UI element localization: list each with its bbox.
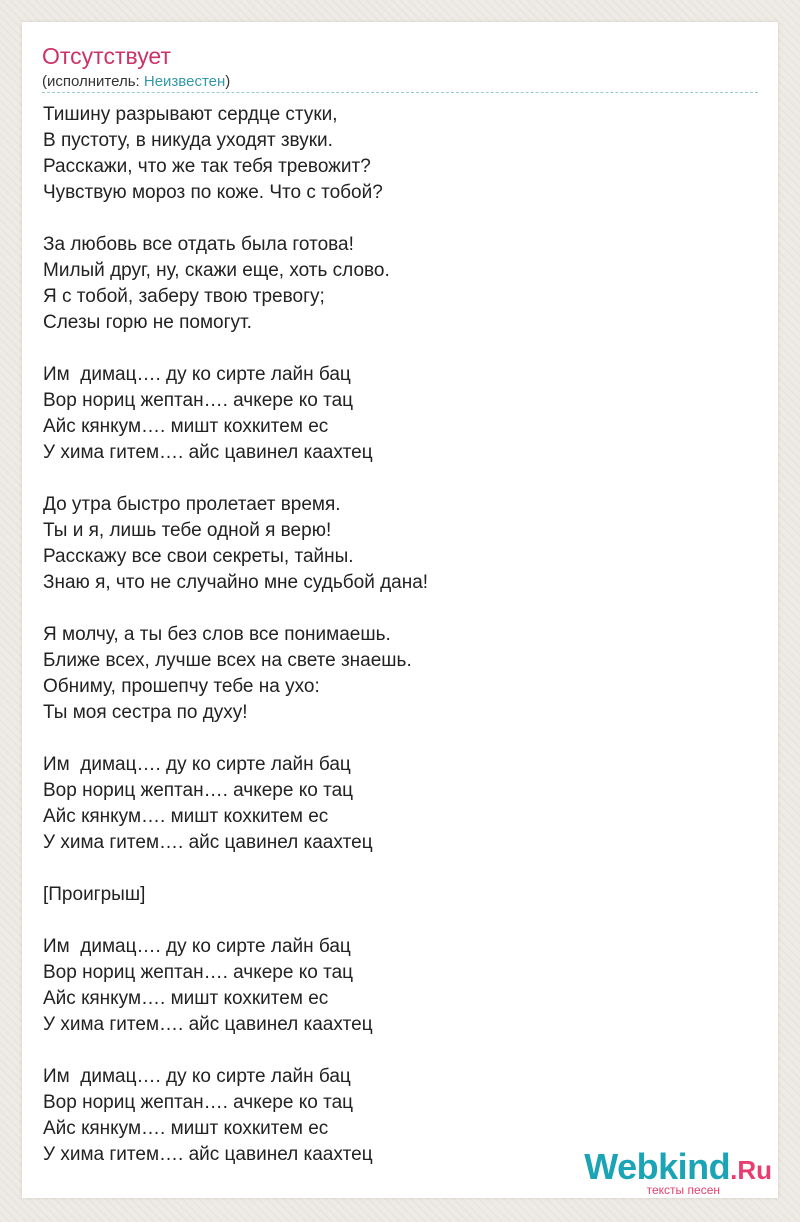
song-header [42,42,758,92]
lyric-line: [Проигрыш] [43,884,146,905]
song-title: Отсутствует [42,43,171,69]
lyric-line: Ты и я, лишь тебе одной я верю! [43,520,332,541]
lyric-line: Вор нориц жептан…. ачкере ко тац [43,780,354,801]
logo-wordmark [552,1148,772,1186]
lyric-line: Им димац…. ду ко сирте лайн бац [43,1066,351,1087]
logo-suffix-text: .Ru [730,1155,772,1185]
lyric-line: Обниму, прошепчу тебе на ухо: [43,676,320,697]
artist-label: (исполнитель: [42,73,144,90]
lyric-line: Я с тобой, заберу твою тревогу; [43,286,325,307]
lyric-line: Им димац…. ду ко сирте лайн бац [43,936,351,957]
lyric-line: Вор нориц жептан…. ачкере ко тац [43,390,354,411]
lyric-line: Айс кянкум…. мишт кохкитем ес [43,1118,329,1139]
lyric-line: Вор нориц жептан…. ачкере ко тац [43,962,354,983]
stanza-gap [43,336,753,362]
artist-close: ) [225,73,231,90]
lyric-line: Я молчу, а ты без слов все понимаешь. [43,624,391,645]
lyric-line: Расскажу все свои секреты, тайны. [43,546,354,567]
lyric-line: Чувствую мороз по коже. Что с тобой? [43,182,383,203]
lyric-line: Вор нориц жептан…. ачкере ко тац [43,1092,354,1113]
lyric-line: Им димац…. ду ко сирте лайн бац [43,364,351,385]
lyric-line: У хима гитем…. айс цавинел каахтец [43,442,373,463]
logo-tagline: тексты песен [646,1183,720,1197]
lyric-line: Айс кянкум…. мишт кохкитем ес [43,988,329,1009]
stanza-gap [43,206,753,232]
site-logo[interactable] [552,1148,772,1196]
lyric-line: Айс кянкум…. мишт кохкитем ес [43,806,329,827]
stanza-gap [43,596,753,622]
lyric-line: Расскажи, что же так тебя тревожит? [43,156,371,177]
lyrics-body [43,102,753,1168]
header-divider [42,92,758,93]
lyric-line: Ты моя сестра по духу! [43,702,248,723]
artist-name[interactable]: Неизвестен [143,73,226,90]
lyric-line: В пустоту, в никуда уходят звуки. [43,130,333,151]
logo-main-text: Webkind [584,1146,731,1187]
lyric-line: За любовь все отдать была готова! [43,234,354,255]
stanza-gap [43,1038,753,1064]
stanza-gap [43,726,753,752]
lyric-line: У хима гитем…. айс цавинел каахтец [43,1144,373,1165]
lyric-line: Знаю я, что не случайно мне судьбой дана! [43,572,429,593]
lyric-line: У хима гитем…. айс цавинел каахтец [43,1014,373,1035]
lyrics-card [22,22,778,1198]
artist-line [42,72,758,92]
lyric-line: Ближе всех, лучше всех на свете знаешь. [43,650,412,671]
lyric-line: Слезы горю не помогут. [43,312,252,333]
stanza-gap [43,856,753,882]
lyric-line: Айс кянкум…. мишт кохкитем ес [43,416,329,437]
stanza-gap [43,908,753,934]
lyric-line: Тишину разрывают сердце стуки, [43,104,338,125]
stanza-gap [43,466,753,492]
lyric-line: У хима гитем…. айс цавинел каахтец [43,832,373,853]
lyric-line: До утра быстро пролетает время. [43,494,341,515]
lyric-line: Милый друг, ну, скажи еще, хоть слово. [43,260,390,281]
lyric-line: Им димац…. ду ко сирте лайн бац [43,754,351,775]
